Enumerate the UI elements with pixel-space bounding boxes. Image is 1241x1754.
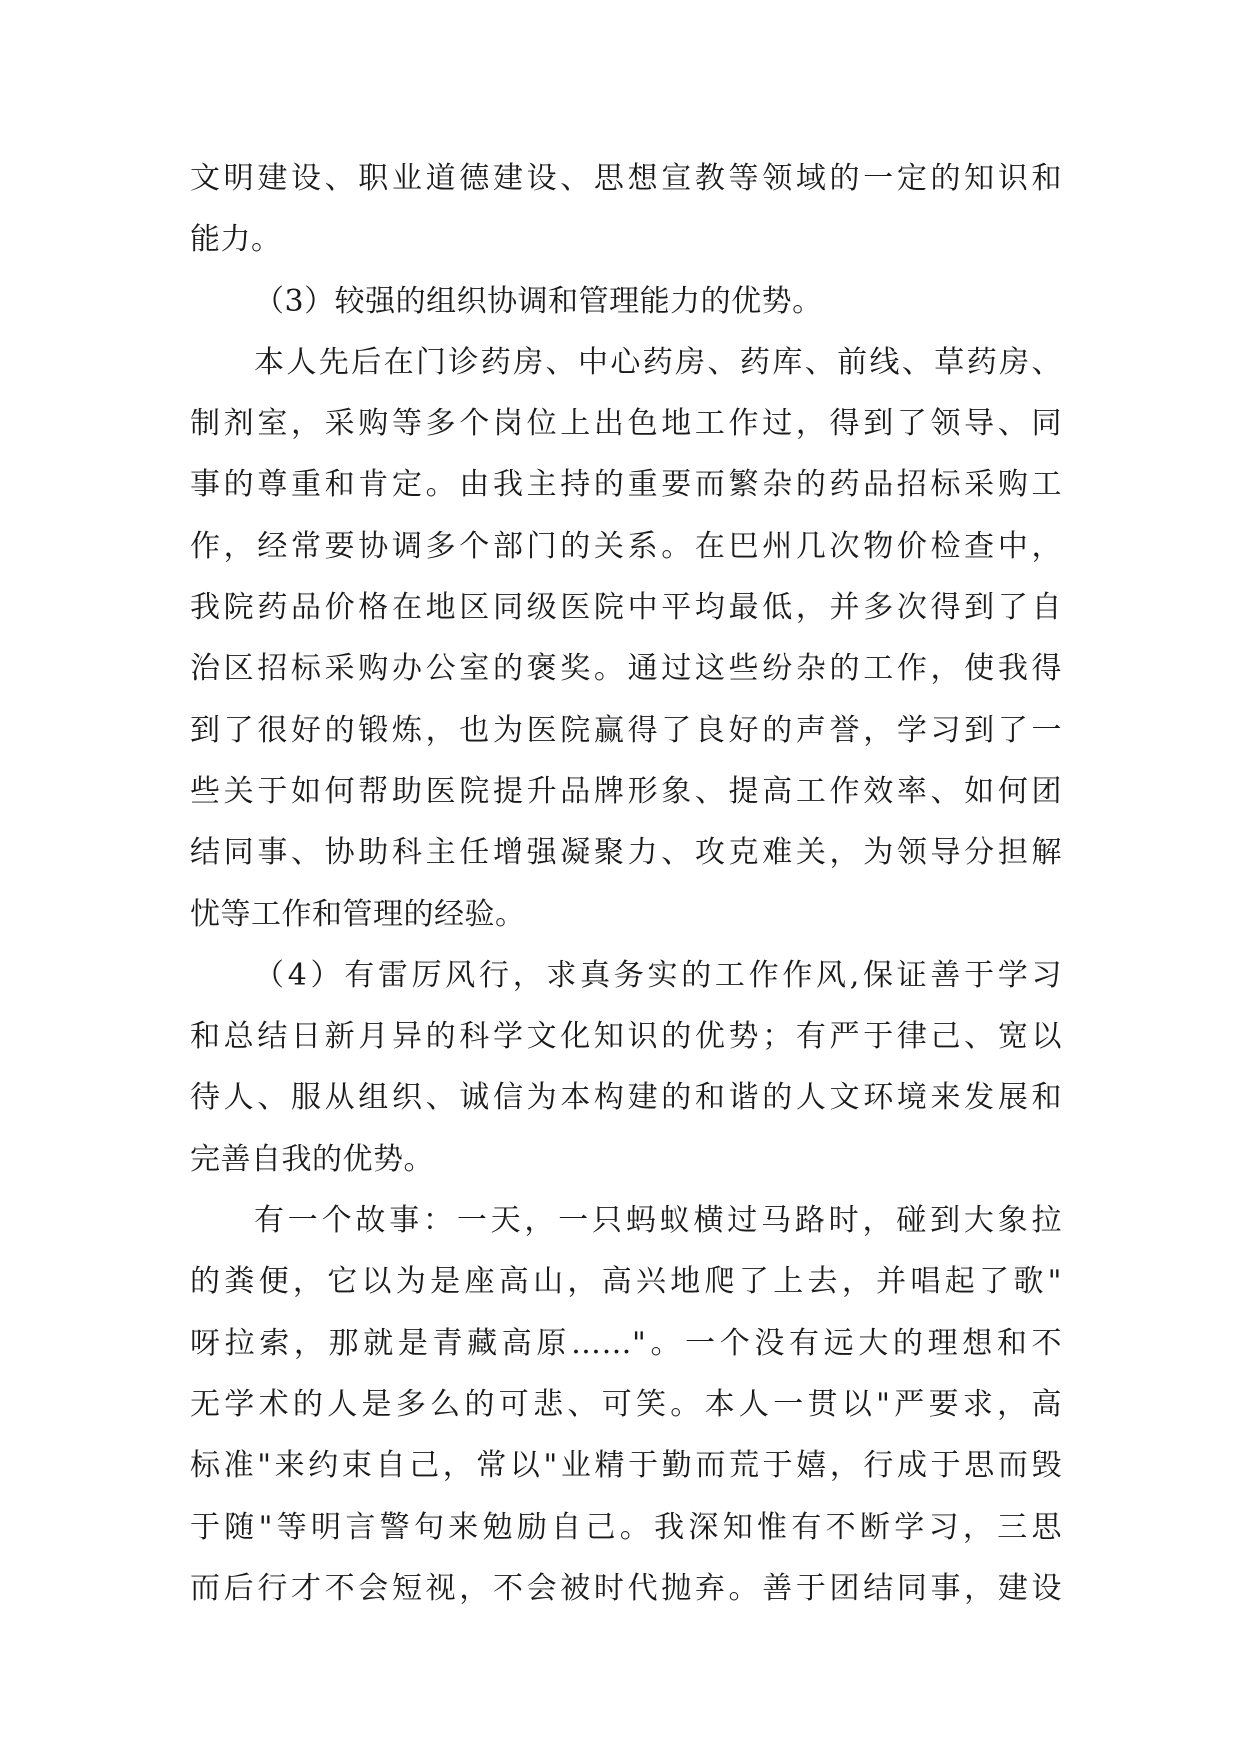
text-line: 治区招标采购办公室的褒奖。通过这些纷杂的工作，使我得 (190, 651, 1062, 687)
text-line: 于随"等明言警句来勉励自己。我深知惟有不断学习，三思 (190, 1509, 1062, 1545)
text-line: 忧等工作和管理的经验。 (190, 896, 526, 932)
text-line: 完善自我的优势。 (190, 1141, 434, 1177)
text-line: 和总结日新月异的科学文化知识的优势；有严于律己、宽以 (190, 1019, 1062, 1055)
text-line: 文明建设、职业道德建设、思想宣教等领域的一定的知识和 (190, 161, 1062, 196)
text-line: 呀拉索，那就是青藏高原……"。一个没有远大的理想和不 (190, 1325, 1062, 1361)
text-line: 事的尊重和肯定。由我主持的重要而繁杂的药品招标采购工 (190, 467, 1062, 503)
text-line: 能力。 (190, 222, 282, 258)
text-line: 而后行才不会短视，不会被时代抛弃。善于团结同事，建设 (190, 1570, 1062, 1606)
text-line: 的粪便，它以为是座高山，高兴地爬了上去，并唱起了歌" (190, 1264, 1062, 1300)
text-line: 标准"来约束自己，常以"业精于勤而荒于嬉，行成于思而毁 (190, 1448, 1062, 1484)
section-heading-3: （3）较强的组织协调和管理能力的优势。 (254, 283, 823, 319)
text-line: 待人、服从组织、诚信为本构建的和谐的人文环境来发展和 (190, 1080, 1062, 1116)
text-line: 到了很好的锻炼，也为医院赢得了良好的声誉，学习到了一 (190, 712, 1062, 748)
text-line: 本人先后在门诊药房、中心药房、药库、前线、草药房、 (254, 344, 1062, 380)
document-body (190, 148, 1062, 1619)
text-line: 些关于如何帮助医院提升品牌形象、提高工作效率、如何团 (190, 773, 1062, 809)
text-line: 制剂室，采购等多个岗位上出色地工作过，得到了领导、同 (190, 406, 1062, 442)
text-line: 结同事、协助科主任增强凝聚力、攻克难关，为领导分担解 (190, 835, 1062, 871)
text-line: 我院药品价格在地区同级医院中平均最低，并多次得到了自 (190, 590, 1062, 626)
text-line: 作，经常要协调多个部门的关系。在巴州几次物价检查中， (190, 528, 1062, 564)
text-line: 无学术的人是多么的可悲、可笑。本人一贯以"严要求，高 (190, 1386, 1062, 1422)
text-line: 有一个故事：一天，一只蚂蚁横过马路时，碰到大象拉 (254, 1203, 1062, 1239)
section-heading-4: （4）有雷厉风行，求真务实的工作作风,保证善于学习 (254, 957, 1062, 993)
